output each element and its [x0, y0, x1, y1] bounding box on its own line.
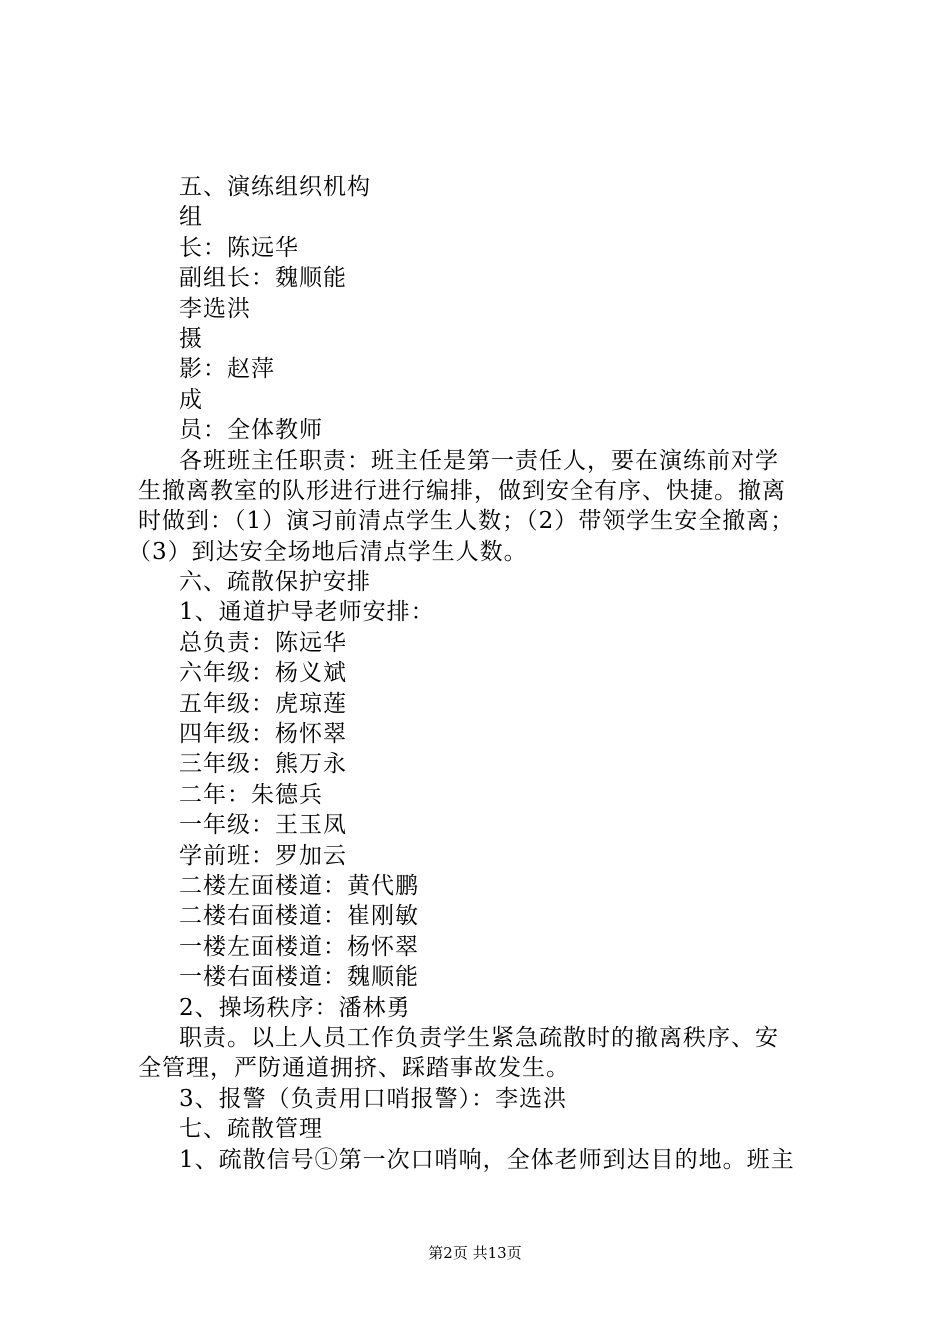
- text-line: 六年级：杨义斌: [179, 660, 347, 687]
- text-line: 二楼左面楼道：黄代鹏: [179, 872, 419, 899]
- text-line: 五年级：虎琼莲: [179, 690, 347, 717]
- text-line: 二楼右面楼道：崔刚敏: [179, 903, 419, 930]
- text-line: 副组长：魏顺能: [179, 265, 347, 292]
- text-line: 摄: [179, 325, 203, 352]
- text-line: 成: [179, 386, 203, 413]
- text-line: 长：陈远华: [179, 234, 299, 261]
- text-line: 四年级：杨怀翠: [179, 721, 347, 748]
- text-line: 2、操场秩序：潘林勇: [179, 994, 411, 1021]
- section-heading-6: 六、疏散保护安排: [179, 569, 371, 596]
- text-line: 一楼右面楼道：魏顺能: [179, 964, 419, 991]
- text-line: 1、通道护导老师安排：: [179, 599, 435, 626]
- paragraph-line: （3）到达安全场地后清点学生人数。: [128, 538, 528, 565]
- text-line: 组: [179, 204, 203, 231]
- page-number: 第2页 共13页: [428, 1244, 522, 1262]
- text-line: 3、报警（负责用口哨报警）：李选洪: [179, 1085, 568, 1112]
- paragraph-line: 时做到：（1）演习前清点学生人数；（2）带领学生安全撤离；: [138, 508, 795, 535]
- text-line: 三年级：熊万永: [179, 751, 347, 778]
- text-line: 一年级：王玉凤: [179, 812, 347, 839]
- text-line: 员：全体教师: [179, 417, 323, 444]
- paragraph-line: 职责。以上人员工作负责学生紧急疏散时的撤离秩序、安: [179, 1024, 779, 1051]
- section-heading-7: 七、疏散管理: [179, 1116, 323, 1143]
- section-heading-5: 五、演练组织机构: [179, 174, 371, 200]
- document-body: [128, 172, 838, 1175]
- text-line: 一楼左面楼道：杨怀翠: [179, 933, 419, 960]
- text-line: 李选洪: [179, 295, 251, 322]
- text-line: 1、疏散信号①第一次口哨响，全体老师到达目的地。班主: [179, 1146, 795, 1173]
- paragraph-line: 各班班主任职责：班主任是第一责任人，要在演练前对学: [179, 447, 779, 474]
- text-line: 影：赵萍: [179, 356, 275, 383]
- text-line: 二年：朱德兵: [179, 781, 323, 808]
- paragraph-line: 全管理，严防通道拥挤、踩踏事故发生。: [138, 1055, 570, 1082]
- text-line: 学前班：罗加云: [179, 842, 347, 869]
- paragraph-line: 生撤离教室的队形进行进行编排，做到安全有序、快捷。撤离: [138, 477, 786, 504]
- text-line: 总负责：陈远华: [179, 629, 347, 656]
